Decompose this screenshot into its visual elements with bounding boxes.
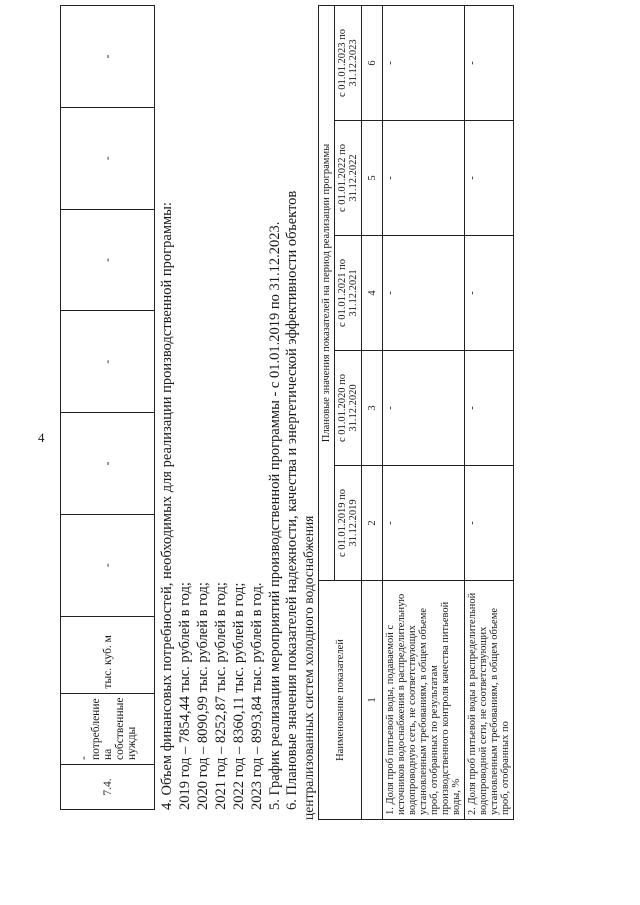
section-6-text: 6. Плановые значения показателей надежности, качества и энергетической эффективности объектов bbox=[284, 190, 300, 810]
column-number: 3 bbox=[362, 351, 383, 466]
finance-line: 2021 год – 8252,87 тыс. рублей в год; bbox=[213, 582, 229, 810]
table-row bbox=[383, 6, 465, 820]
value-cell: - bbox=[465, 466, 514, 581]
period-header: с 01.01.2022 по 31.12.2022 bbox=[335, 121, 362, 236]
value-cell: - bbox=[61, 514, 155, 616]
value-cell: - bbox=[383, 236, 465, 351]
value-cell: - bbox=[61, 209, 155, 311]
value-cell: - bbox=[465, 6, 514, 121]
indicator-name: - потребление на собственные нужды bbox=[61, 693, 155, 764]
col-header-name: Наименование показателей bbox=[319, 581, 362, 820]
section-6-text-cont: централизованных систем холодного водоснабжения bbox=[301, 515, 316, 820]
finance-line: 2022 год – 8360,11 тыс. рублей в год; bbox=[231, 582, 247, 810]
group-header: Плановые значения показателей на период реализации программы bbox=[319, 6, 335, 581]
value-cell: - bbox=[61, 413, 155, 515]
value-cell: - bbox=[383, 6, 465, 121]
value-cell: - bbox=[383, 121, 465, 236]
period-header: с 01.01.2023 по 31.12.2023 bbox=[335, 6, 362, 121]
value-cell: - bbox=[61, 107, 155, 209]
value-cell: - bbox=[61, 311, 155, 413]
finance-line: 2023 год – 8993,84 тыс. рублей в год. bbox=[249, 582, 265, 810]
value-cell: - bbox=[383, 466, 465, 581]
table-row bbox=[61, 6, 155, 810]
page-number: 4 bbox=[38, 430, 45, 445]
column-number: 1 bbox=[362, 581, 383, 820]
column-number: 5 bbox=[362, 121, 383, 236]
section-4-heading: 4. Объем финансовых потребностей, необходимых для реализации производственной программы: bbox=[159, 202, 175, 810]
period-header: с 01.01.2020 по 31.12.2020 bbox=[335, 351, 362, 466]
column-number-row bbox=[362, 6, 383, 820]
value-cell: - bbox=[465, 236, 514, 351]
value-cell: - bbox=[61, 6, 155, 108]
row-7-4-table bbox=[60, 5, 155, 810]
column-number: 2 bbox=[362, 466, 383, 581]
finance-line: 2019 год – 7854,44 тыс. рублей в год; bbox=[177, 582, 193, 810]
indicator-name: 1. Доля проб питьевой воды, подаваемой с источников водоснабжения в распределительную водопроводную сеть, не соответствующих установленным требованиям, в общем объеме проб, отобранных по результатам производственного контроля качества питьевой воды, % bbox=[383, 581, 465, 820]
section-5-text: 5. График реализации мероприятий производственной программы - с 01.01.2019 по 31.12.2023. bbox=[267, 221, 283, 810]
table-row bbox=[465, 6, 514, 820]
row-number: 7.4. bbox=[61, 765, 155, 810]
period-header: с 01.01.2021 по 31.12.2021 bbox=[335, 236, 362, 351]
table-header-row bbox=[319, 6, 335, 820]
period-header: с 01.01.2019 по 31.12.2019 bbox=[335, 466, 362, 581]
value-cell: - bbox=[465, 351, 514, 466]
column-number: 6 bbox=[362, 6, 383, 121]
unit-cell: тыс. куб. м bbox=[61, 616, 155, 693]
finance-line: 2020 год – 8090,99 тыс. рублей в год; bbox=[195, 582, 211, 810]
column-number: 4 bbox=[362, 236, 383, 351]
indicator-name: 2. Доля проб питьевой воды в распределительной водопроводной сети, не соответствующих установленным требованиям, в общем объеме проб, отобранных по bbox=[465, 581, 514, 820]
indicators-table bbox=[318, 5, 514, 820]
value-cell: - bbox=[465, 121, 514, 236]
value-cell: - bbox=[383, 351, 465, 466]
